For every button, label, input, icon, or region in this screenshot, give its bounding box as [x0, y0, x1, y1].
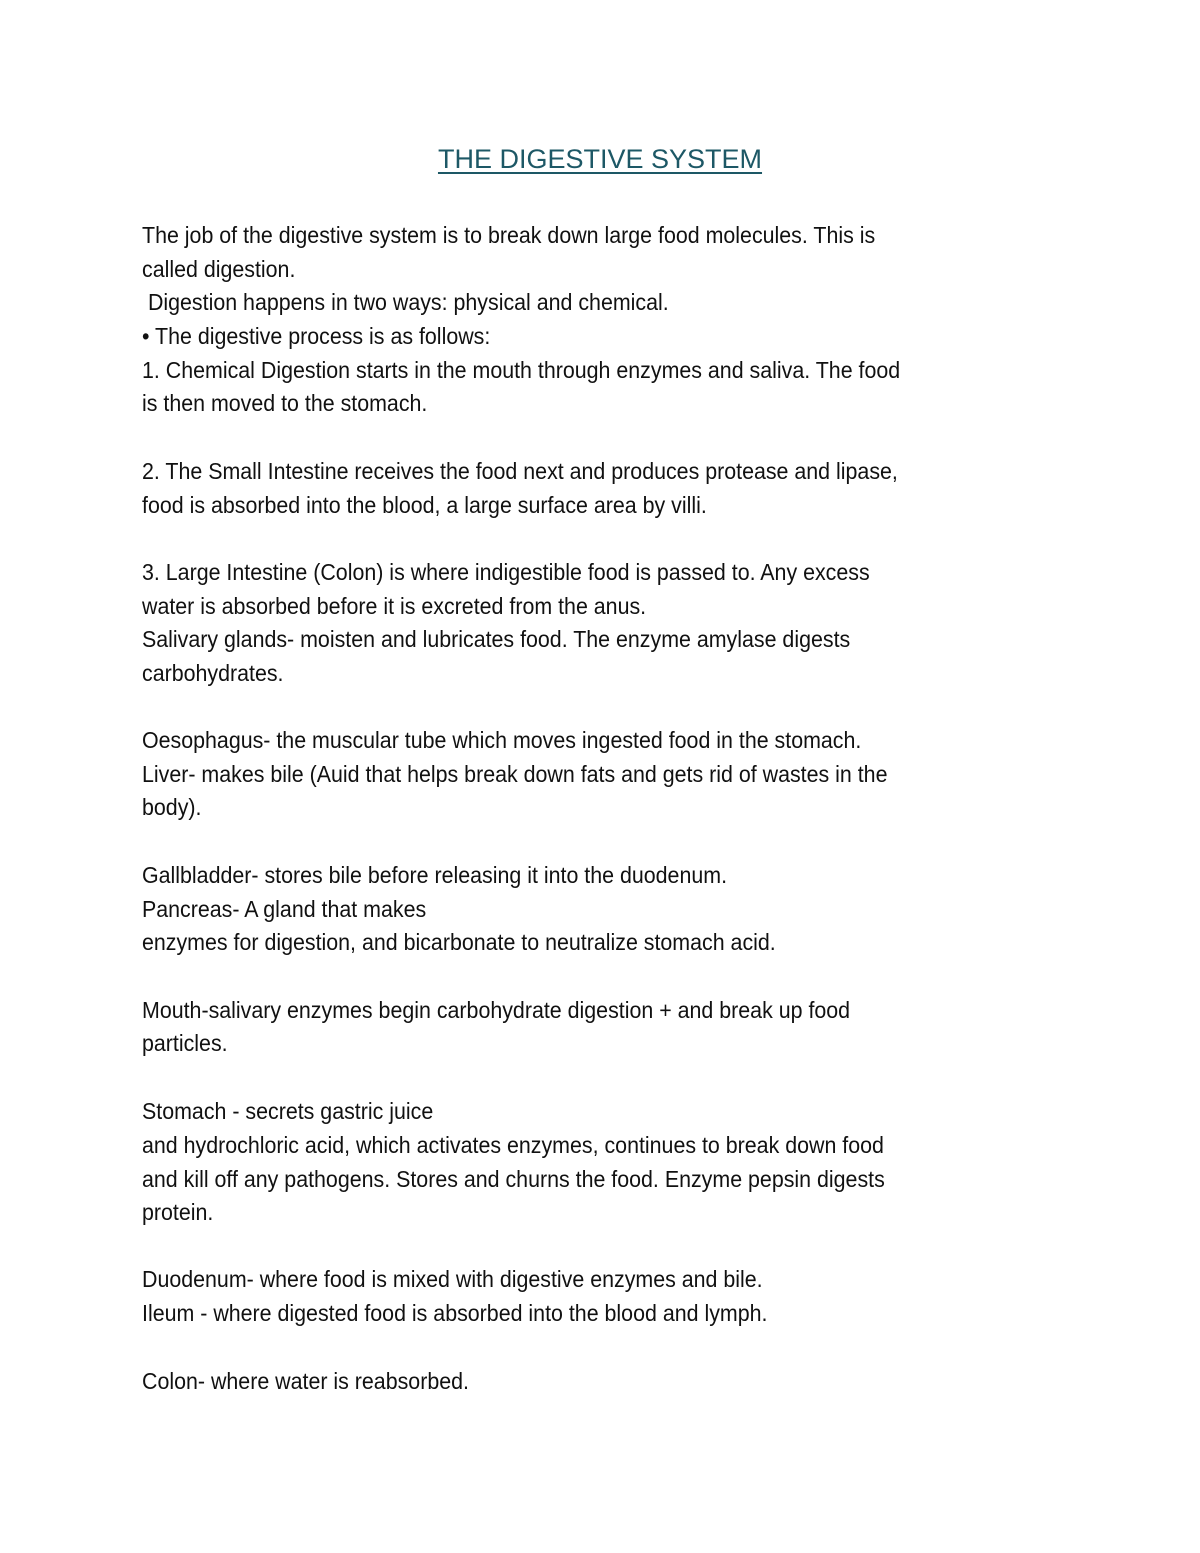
liver-line: Liver- makes bile (Auid that helps break down fats and gets rid of wastes in the [142, 761, 888, 787]
step-2-line: food is absorbed into the blood, a large surface area by villi. [142, 492, 707, 518]
pancreas-line: enzymes for digestion, and bicarbonate to neutralize stomach acid. [142, 929, 776, 955]
step-1-line: is then moved to the stomach. [142, 390, 428, 416]
step-3-line: water is absorbed before it is excreted from the anus. [142, 593, 647, 619]
intro-line: called digestion. [142, 256, 296, 282]
stomach-line: Stomach - secrets gastric juice [142, 1098, 434, 1124]
bullet-line: • The digestive process is as follows: [142, 323, 491, 349]
gallbladder-line: Gallbladder- stores bile before releasing it into the duodenum. [142, 862, 728, 888]
stomach-line: protein. [142, 1199, 214, 1225]
stomach-line: and kill off any pathogens. Stores and churns the food. Enzyme pepsin digests [142, 1166, 885, 1192]
liver-line: body). [142, 794, 202, 820]
step-3-line: 3. Large Intestine (Colon) is where indigestible food is passed to. Any excess [142, 559, 870, 585]
ileum-line: Ileum - where digested food is absorbed into the blood and lymph. [142, 1300, 768, 1326]
mouth-line: particles. [142, 1030, 228, 1056]
oesophagus-line: Oesophagus- the muscular tube which moves ingested food in the stomach. [142, 727, 862, 753]
mouth-line: Mouth-salivary enzymes begin carbohydrate digestion + and break up food [142, 997, 851, 1023]
document-title: THE DIGESTIVE SYSTEM [437, 144, 763, 174]
salivary-glands-line: Salivary glands- moisten and lubricates food. The enzyme amylase digests [142, 626, 851, 652]
step-2-line: 2. The Small Intestine receives the food next and produces protease and lipase, [142, 458, 898, 484]
step-1-line: 1. Chemical Digestion starts in the mouth through enzymes and saliva. The food [142, 357, 901, 383]
salivary-glands-line: carbohydrates. [142, 660, 284, 686]
stomach-line: and hydrochloric acid, which activates enzymes, continues to break down food [142, 1132, 884, 1158]
colon-line: Colon- where water is reabsorbed. [142, 1368, 469, 1394]
intro-line: The job of the digestive system is to break down large food molecules. This is [142, 222, 876, 248]
digestion-ways-line: Digestion happens in two ways: physical and chemical. [142, 289, 669, 315]
duodenum-line: Duodenum- where food is mixed with digestive enzymes and bile. [142, 1266, 763, 1292]
pancreas-line: Pancreas- A gland that makes [142, 896, 427, 922]
